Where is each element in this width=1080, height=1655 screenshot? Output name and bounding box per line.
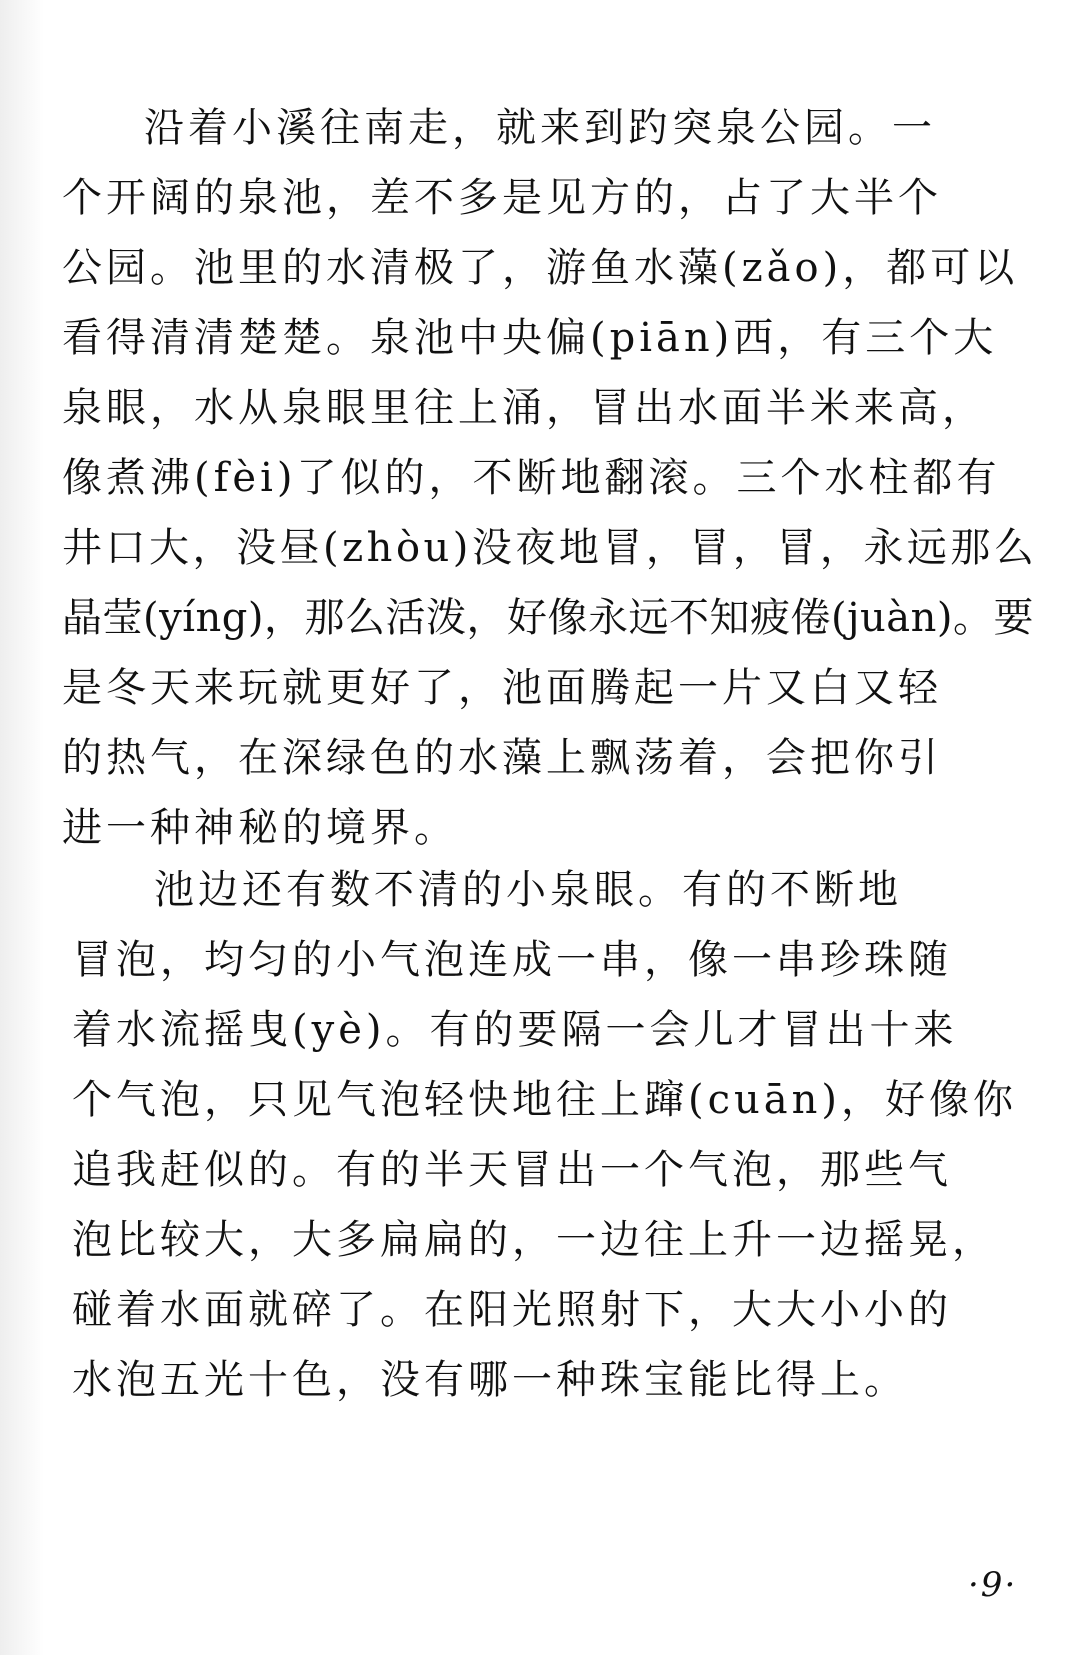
text-line: 晶莹(yíng)，那么活泼，好像永远不知疲倦(juàn)。要 <box>62 595 1034 641</box>
text-line: 像煮沸(fèi)了似的，不断地翻滚。三个水柱都有 <box>62 455 1001 501</box>
text-line: 着水流摇曳(yè)。有的要隔一会儿才冒出十来 <box>72 1007 958 1053</box>
text-line: 个开阔的泉池，差不多是见方的，占了大半个 <box>62 175 942 221</box>
text-line: 泡比较大，大多扁扁的，一边往上升一边摇晃， <box>72 1217 996 1263</box>
text-line: 沿着小溪往南走，就来到趵突泉公园。一 <box>144 105 936 151</box>
page-number: ·9· <box>968 1565 1018 1605</box>
text-line: 个气泡，只见气泡轻快地往上蹿(cuān)，好像你 <box>72 1077 1017 1123</box>
text-line: 水泡五光十色，没有哪一种珠宝能比得上。 <box>72 1357 908 1403</box>
text-line: 井口大，没昼(zhòu)没夜地冒，冒，冒，永远那么 <box>62 525 1038 571</box>
text-line: 追我赶似的。有的半天冒出一个气泡，那些气 <box>72 1147 952 1193</box>
text-line: 碰着水面就碎了。在阳光照射下，大大小小的 <box>72 1287 952 1333</box>
text-line: 池边还有数不清的小泉眼。有的不断地 <box>154 867 902 913</box>
page-gutter-shadow <box>0 0 44 1655</box>
text-line: 冒泡，均匀的小气泡连成一串，像一串珍珠随 <box>72 937 952 983</box>
text-line: 进一种神秘的境界。 <box>62 805 458 851</box>
text-line: 是冬天来玩就更好了，池面腾起一片又白又轻 <box>62 665 942 711</box>
text-line: 公园。池里的水清极了，游鱼水藻(zǎo)，都可以 <box>62 245 1019 291</box>
text-line: 看得清清楚楚。泉池中央偏(piān)西，有三个大 <box>62 315 998 361</box>
text-line: 的热气，在深绿色的水藻上飘荡着，会把你引 <box>62 735 942 781</box>
text-line: 泉眼，水从泉眼里往上涌，冒出水面半米来高， <box>62 385 986 431</box>
